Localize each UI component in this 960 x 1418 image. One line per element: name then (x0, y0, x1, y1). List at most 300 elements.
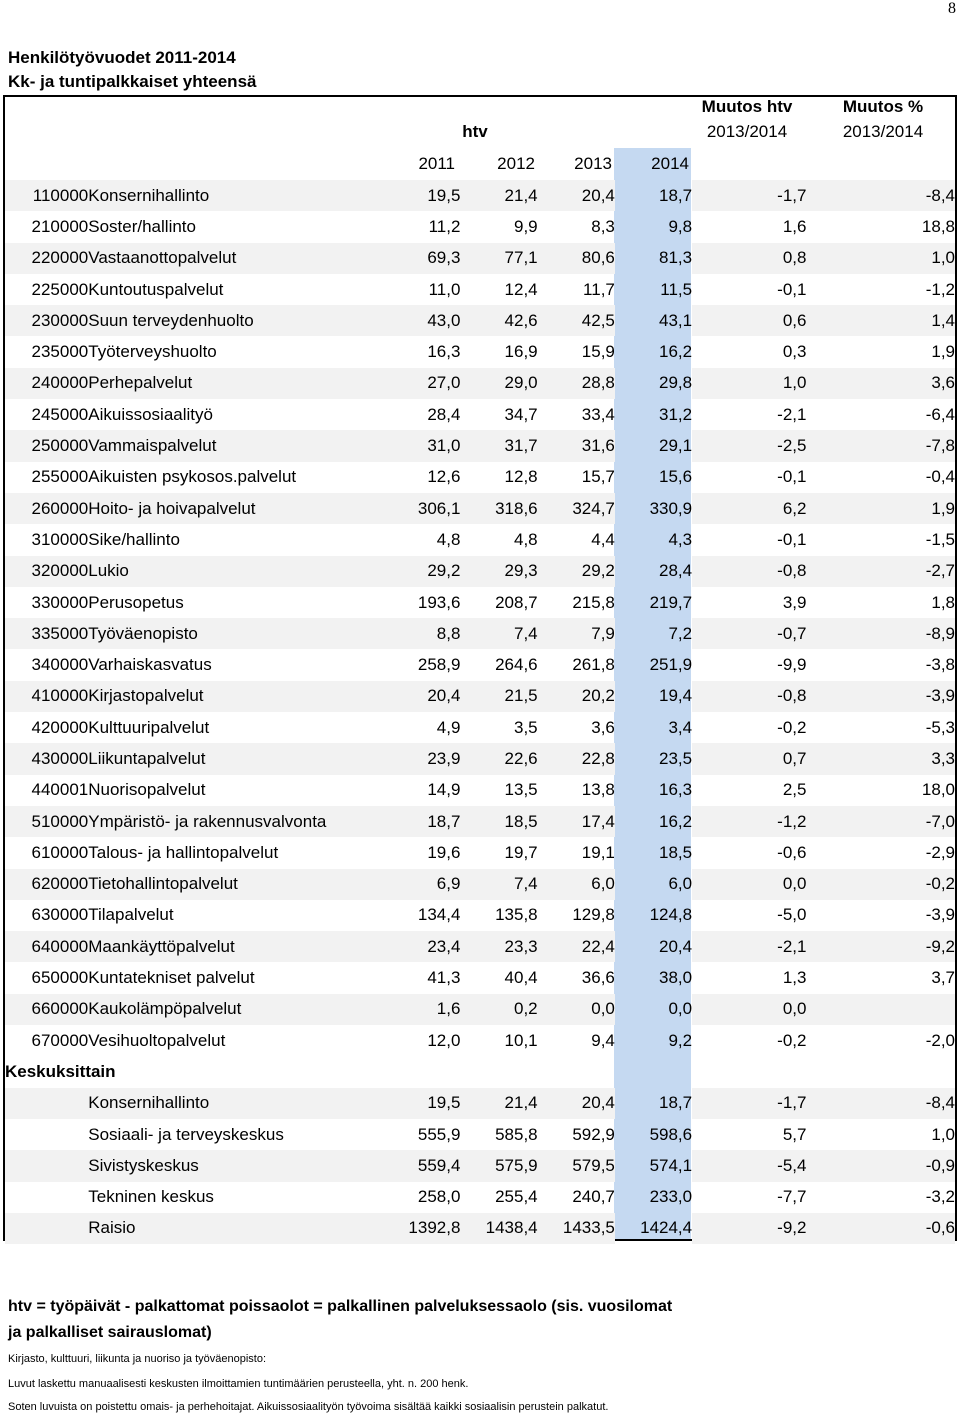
cell-2014: 11,5 (660, 279, 693, 299)
cell-2012: 13,5 (504, 780, 538, 800)
row-code: 610000 (31, 842, 89, 862)
row-name: Kuntatekniset palvelut (88, 968, 255, 988)
empty-cell (806, 1056, 955, 1087)
row-code: 620000 (5, 869, 88, 900)
cell-2011: 29,2 (407, 556, 460, 587)
cell-2011: 258,0 (417, 1187, 461, 1207)
row-name: Liikuntapalvelut (88, 743, 407, 774)
cell-2012: 16,9 (504, 342, 538, 362)
cell-change-pct: -0,9 (806, 1150, 955, 1181)
empty-cell (538, 1056, 615, 1087)
cell-2012: 318,6 (460, 493, 537, 524)
htv-definition-line-1: htv = työpäivät - palkattomat poissaolot = palkallinen palveluksessaolo (sis. vuosilomat (8, 1298, 673, 1315)
row-code: 410000 (5, 681, 88, 712)
cell-2013: 579,5 (538, 1150, 615, 1181)
table-row (5, 243, 955, 274)
cell-change-pct: -9,2 (806, 931, 955, 962)
cell-2013: 9,4 (591, 1030, 615, 1050)
row-code: 320000 (5, 556, 88, 587)
cell-2014: 81,3 (659, 248, 693, 268)
row-name: Vesihuoltopalvelut (88, 1030, 226, 1050)
cell-change-pct: -1,2 (925, 279, 955, 299)
cell-2014: 7,2 (668, 623, 693, 643)
cell-2012: 255,4 (495, 1187, 538, 1207)
cell-2013: 261,8 (572, 655, 615, 675)
cell-2014: 9,8 (668, 216, 693, 236)
table-row (5, 900, 955, 931)
cell-2012: 12,8 (504, 467, 538, 487)
row-code: 640000 (5, 931, 88, 962)
cell-change-htv: -9,2 (692, 1213, 806, 1244)
htv-definition-line-2: ja palkalliset sairauslomat) (8, 1324, 212, 1341)
empty-cell (692, 1056, 806, 1087)
row-code: 430000 (5, 743, 88, 774)
row-name: Tietohallintopalvelut (88, 869, 407, 900)
cell-2012: 40,4 (504, 968, 538, 988)
cell-2014: 18,7 (659, 185, 693, 205)
cell-change-pct: 1,8 (931, 592, 955, 612)
cell-2011: 11,0 (428, 279, 461, 299)
cell-2012: 7,4 (460, 618, 537, 649)
cell-2012: 34,7 (504, 404, 538, 424)
cell-2011: 20,4 (407, 681, 460, 712)
cell-change-htv: -0,7 (692, 618, 806, 649)
row-name: Konsernihallinto (88, 180, 407, 211)
row-code: 235000 (31, 342, 89, 362)
row-name: Perusopetus (88, 592, 184, 612)
cell-2011: 12,6 (427, 467, 461, 487)
row-name: Työväenopisto (88, 618, 407, 649)
table-row (5, 743, 955, 774)
table-row (5, 1182, 955, 1213)
row-name: Kirjastopalvelut (88, 681, 407, 712)
cell-change-htv: 1,0 (692, 368, 806, 399)
cell-2011: 555,9 (417, 1124, 461, 1144)
header-muutos-pct: Muutos % (842, 97, 924, 116)
cell-change-pct: -0,4 (925, 467, 955, 487)
cell-2013: 324,7 (538, 493, 615, 524)
row-code: 650000 (31, 968, 89, 988)
cell-change-pct: -7,0 (806, 806, 955, 837)
cell-2011: 1392,8 (407, 1213, 460, 1244)
row-code (5, 1119, 88, 1150)
cell-2012: 0,2 (460, 994, 537, 1025)
cell-change-htv: -0,1 (777, 467, 807, 487)
row-code (5, 1182, 88, 1213)
cell-change-htv: 3,9 (782, 592, 807, 612)
cell-2013: 28,8 (538, 368, 615, 399)
cell-2014: 9,2 (668, 1030, 693, 1050)
note-3: Soten luvuista on poistettu omais- ja perhehoitajat. Aikuissosiaalityön työvoima sisältää kaikki sosiaalisin perustein palkatut. (8, 1401, 609, 1413)
cell-2012: 19,7 (504, 842, 538, 862)
row-name: Varhaiskasvatus (88, 655, 212, 675)
cell-2011: 12,0 (427, 1030, 461, 1050)
cell-2014: 330,9 (649, 498, 693, 518)
row-name: Työterveyshuolto (88, 342, 217, 362)
cell-2013: 15,9 (581, 342, 615, 362)
row-name: Vammaispalvelut (88, 430, 407, 461)
cell-2012: 22,6 (460, 743, 537, 774)
cell-2012: 1438,4 (460, 1213, 537, 1244)
cell-2012: 18,5 (460, 806, 537, 837)
cell-2013: 11,7 (583, 279, 615, 299)
cell-2014: 251,9 (649, 655, 693, 675)
table-row (5, 493, 955, 524)
row-code: 250000 (5, 430, 88, 461)
cell-2012: 42,6 (460, 305, 537, 336)
cell-change-htv: -0,8 (692, 556, 806, 587)
cell-2011: 23,4 (407, 931, 460, 962)
cell-2011: 14,9 (427, 780, 461, 800)
page-number: 8 (948, 0, 956, 17)
cell-change-htv: -0,1 (777, 279, 807, 299)
table-row (5, 1088, 955, 1119)
cell-change-htv: -2,5 (692, 430, 806, 461)
table-row (5, 1213, 955, 1244)
row-name: Raisio (88, 1213, 407, 1244)
row-name: Aikuissosiaalityö (88, 404, 213, 424)
table-row (5, 1150, 955, 1181)
cell-2013: 13,8 (581, 780, 615, 800)
cell-2012: 23,3 (460, 931, 537, 962)
cell-change-htv: -1,2 (692, 806, 806, 837)
row-name: Nuorisopalvelut (88, 780, 206, 800)
cell-2011: 19,6 (427, 842, 461, 862)
cell-2011: 69,3 (407, 243, 460, 274)
cell-change-htv: 1,3 (782, 968, 807, 988)
row-name: Sosiaali- ja terveyskeskus (88, 1124, 284, 1144)
title-line-1: Henkilötyövuodet 2011-2014 (8, 48, 236, 67)
cell-2014: 16,2 (659, 342, 693, 362)
cell-2014: 18,5 (659, 842, 693, 862)
cell-change-htv: -5,4 (692, 1150, 806, 1181)
cell-2012: 208,7 (495, 592, 538, 612)
table-row (5, 587, 955, 618)
cell-change-htv: 0,0 (692, 994, 806, 1025)
cell-2012: 29,0 (460, 368, 537, 399)
cell-change-pct: -3,9 (925, 905, 955, 925)
cell-2011: 193,6 (417, 592, 461, 612)
cell-change-pct: -2,7 (806, 556, 955, 587)
cell-2011: 6,9 (407, 869, 460, 900)
cell-change-htv: -0,8 (692, 681, 806, 712)
cell-2014: 28,4 (659, 561, 693, 581)
cell-change-pct: -3,8 (925, 655, 955, 675)
cell-change-htv: -0,6 (777, 842, 807, 862)
row-name: Sivistyskeskus (88, 1150, 407, 1181)
row-code: 225000 (31, 279, 89, 299)
cell-2013: 17,4 (538, 806, 615, 837)
cell-2013: 129,8 (572, 905, 615, 925)
header-year-2011: 2011 (418, 154, 455, 173)
row-name: Perhepalvelut (88, 368, 407, 399)
cell-change-pct: -0,2 (806, 869, 955, 900)
row-name: Maankäyttöpalvelut (88, 931, 407, 962)
cell-2011: 8,8 (407, 618, 460, 649)
cell-change-htv: -9,9 (777, 655, 807, 675)
header-year-2012: 2012 (497, 154, 535, 173)
cell-2014: 19,4 (659, 686, 693, 706)
cell-change-pct: 1,4 (806, 305, 955, 336)
table-row (5, 305, 955, 336)
cell-2014: 15,6 (659, 467, 693, 487)
row-name: Vastaanottopalvelut (88, 243, 407, 274)
cell-2013: 22,8 (538, 743, 615, 774)
row-name: Lukio (88, 556, 407, 587)
table-row (5, 180, 955, 211)
row-name: Aikuisten psykosos.palvelut (88, 467, 297, 487)
row-code: 420000 (31, 717, 89, 737)
cell-change-htv: 0,8 (692, 243, 806, 274)
cell-2013: 3,6 (591, 717, 615, 737)
cell-change-pct: -0,6 (806, 1213, 955, 1244)
row-code: 330000 (31, 592, 89, 612)
table-row (5, 399, 955, 430)
table-body (5, 180, 955, 1244)
cell-change-htv: -1,7 (692, 1088, 806, 1119)
cell-2011: 11,2 (428, 216, 461, 236)
table-row (5, 681, 955, 712)
header-muutos-htv: Muutos htv (701, 97, 793, 116)
table-row (5, 837, 955, 868)
cell-2011: 18,7 (407, 806, 460, 837)
cell-2013: 20,4 (538, 1088, 615, 1119)
row-name: Tekninen keskus (88, 1187, 214, 1207)
cell-2014: 1424,4 (640, 1218, 693, 1238)
row-code: 230000 (5, 305, 88, 336)
htv-table (5, 180, 955, 1244)
cell-2012: 21,4 (460, 180, 537, 211)
cell-2014: 574,1 (649, 1155, 693, 1175)
cell-change-pct: 1,9 (931, 342, 955, 362)
cell-change-pct: -2,0 (925, 1030, 955, 1050)
table-row (5, 556, 955, 587)
row-code (5, 1213, 88, 1244)
cell-2014: 31,2 (659, 404, 693, 424)
table-row (5, 962, 955, 993)
row-name: Kulttuuripalvelut (88, 717, 210, 737)
cell-change-pct (806, 994, 955, 1025)
row-name: Talous- ja hallintopalvelut (88, 842, 279, 862)
cell-2012: 21,4 (460, 1088, 537, 1119)
table-row (5, 775, 955, 806)
section-row (5, 1056, 955, 1087)
cell-2012: 7,4 (460, 869, 537, 900)
row-code: 660000 (5, 994, 88, 1025)
table-row (5, 712, 955, 743)
cell-change-pct: -5,3 (925, 717, 955, 737)
row-code: 110000 (5, 180, 88, 211)
cell-change-htv: -5,0 (777, 905, 807, 925)
cell-2011: 1,6 (407, 994, 460, 1025)
note-1: Kirjasto, kulttuuri, liikunta ja nuoriso ja työväenopisto: (8, 1353, 267, 1365)
row-code (5, 1150, 88, 1181)
cell-change-htv: -7,7 (777, 1187, 807, 1207)
cell-2014: 233,0 (649, 1187, 693, 1207)
cell-2013: 31,6 (538, 430, 615, 461)
row-code: 440001 (31, 780, 89, 800)
cell-2014: 38,0 (659, 968, 693, 988)
row-name: Konsernihallinto (88, 1088, 407, 1119)
row-name: Ympäristö- ja rakennusvalvonta (88, 806, 407, 837)
cell-change-htv: 2,5 (782, 780, 807, 800)
table-row (5, 336, 955, 367)
cell-2013: 15,7 (581, 467, 615, 487)
cell-change-pct: 18,0 (921, 780, 955, 800)
table-row (5, 931, 955, 962)
cell-2013: 33,4 (581, 404, 615, 424)
cell-2012: 9,9 (514, 216, 538, 236)
table-row (5, 649, 955, 680)
row-name: Kuntoutuspalvelut (88, 279, 224, 299)
empty-cell (407, 1056, 460, 1087)
title-line-2: Kk- ja tuntipalkkaiset yhteensä (8, 72, 257, 91)
cell-change-pct: -7,8 (806, 430, 955, 461)
header-year-2013: 2013 (574, 154, 612, 173)
cell-2013: 0,0 (538, 994, 615, 1025)
row-code: 240000 (5, 368, 88, 399)
table-row (5, 994, 955, 1025)
cell-2012: 3,5 (514, 717, 538, 737)
table-row (5, 1119, 955, 1150)
cell-change-pct: -8,9 (806, 618, 955, 649)
row-code (5, 1088, 88, 1119)
cell-change-pct: 1,0 (931, 1124, 955, 1144)
cell-2011: 43,0 (407, 305, 460, 336)
cell-change-htv: 0,0 (692, 869, 806, 900)
row-code: 670000 (31, 1030, 89, 1050)
cell-change-htv: -2,1 (692, 931, 806, 962)
header-year-2014: 2014 (651, 154, 689, 173)
cell-2013: 36,6 (581, 968, 615, 988)
cell-2014: 23,5 (659, 748, 693, 768)
cell-change-pct: -3,2 (925, 1187, 955, 1207)
cell-2014: 16,3 (659, 780, 693, 800)
cell-change-htv: -1,7 (692, 180, 806, 211)
header-htv: htv (462, 122, 488, 141)
cell-2013: 80,6 (538, 243, 615, 274)
cell-change-htv: -0,2 (777, 1030, 807, 1050)
cell-change-pct: -6,4 (925, 404, 955, 424)
cell-2014: 598,6 (649, 1124, 693, 1144)
row-code: 245000 (31, 404, 89, 424)
cell-2014: 29,1 (659, 436, 693, 456)
cell-2013: 29,2 (538, 556, 615, 587)
cell-2013: 4,4 (591, 529, 615, 549)
cell-2014: 16,2 (659, 811, 693, 831)
cell-2014: 6,0 (668, 874, 693, 894)
cell-2011: 23,9 (407, 743, 460, 774)
row-code: 210000 (31, 216, 89, 236)
cell-2013: 22,4 (538, 931, 615, 962)
cell-change-htv: -0,2 (777, 717, 807, 737)
cell-2012: 585,8 (495, 1124, 538, 1144)
row-name: Suun terveydenhuolto (88, 305, 407, 336)
cell-change-pct: -1,5 (925, 529, 955, 549)
cell-2014: 3,4 (668, 717, 693, 737)
cell-2013: 592,9 (572, 1124, 615, 1144)
cell-change-pct: 3,3 (806, 743, 955, 774)
row-code: 335000 (5, 618, 88, 649)
cell-2012: 21,5 (460, 681, 537, 712)
cell-change-htv: 5,7 (782, 1124, 807, 1144)
row-code: 340000 (31, 655, 89, 675)
header-muutos-htv-period: 2013/2014 (706, 122, 788, 141)
cell-2011: 16,3 (427, 342, 461, 362)
cell-2013: 240,7 (572, 1187, 615, 1207)
cell-2013: 6,0 (538, 869, 615, 900)
cell-2011: 27,0 (407, 368, 460, 399)
row-name: Hoito- ja hoivapalvelut (88, 493, 407, 524)
table-row (5, 368, 955, 399)
cell-2012: 77,1 (460, 243, 537, 274)
cell-2013: 20,2 (538, 681, 615, 712)
cell-2011: 134,4 (417, 905, 461, 925)
cell-2011: 28,4 (427, 404, 461, 424)
cell-2011: 559,4 (407, 1150, 460, 1181)
empty-cell (615, 1056, 692, 1087)
cell-change-pct: 3,7 (931, 968, 955, 988)
row-code: 260000 (5, 493, 88, 524)
row-code: 220000 (5, 243, 88, 274)
cell-2012: 264,6 (495, 655, 538, 675)
header-muutos-pct-period: 2013/2014 (842, 122, 924, 141)
cell-change-htv: 0,7 (692, 743, 806, 774)
cell-change-pct: -2,9 (925, 842, 955, 862)
section-label: Keskuksittain (5, 1061, 116, 1081)
table-row (5, 524, 955, 555)
cell-2012: 575,9 (460, 1150, 537, 1181)
cell-2013: 8,3 (591, 216, 615, 236)
row-code: 255000 (31, 467, 89, 487)
cell-2014: 4,3 (668, 529, 693, 549)
cell-2011: 19,5 (407, 180, 460, 211)
cell-2011: 19,5 (407, 1088, 460, 1119)
cell-2013: 215,8 (572, 592, 615, 612)
cell-2011: 31,0 (407, 430, 460, 461)
cell-2014: 219,7 (649, 592, 693, 612)
cell-change-htv: 0,6 (692, 305, 806, 336)
cell-2014: 0,0 (668, 999, 693, 1019)
cell-2011: 41,3 (427, 968, 461, 988)
cell-2013: 19,1 (581, 842, 615, 862)
cell-change-pct: -8,4 (806, 180, 955, 211)
cell-2014: 43,1 (659, 310, 693, 330)
htv-definition (8, 1294, 768, 1346)
table-row (5, 274, 955, 305)
note-2: Luvut laskettu manuaalisesti keskusten ilmoittamien tuntimäärien perusteella, yht. n. 200 henk. (8, 1378, 469, 1390)
cell-2011: 306,1 (407, 493, 460, 524)
table-row (5, 869, 955, 900)
cell-2011: 258,9 (417, 655, 461, 675)
table-row (5, 430, 955, 461)
cell-change-htv: -0,1 (777, 529, 807, 549)
cell-2014: 20,4 (659, 936, 693, 956)
cell-2012: 31,7 (460, 430, 537, 461)
cell-2013: 42,5 (538, 305, 615, 336)
cell-2014: 124,8 (649, 905, 693, 925)
row-name: Soster/hallinto (88, 216, 196, 236)
cell-change-htv: 0,3 (782, 342, 807, 362)
cell-change-pct: 18,8 (921, 216, 955, 236)
row-code: 630000 (31, 905, 89, 925)
cell-2012: 4,8 (514, 529, 538, 549)
cell-change-htv: 6,2 (692, 493, 806, 524)
cell-2012: 29,3 (460, 556, 537, 587)
table-row (5, 462, 955, 493)
empty-cell (460, 1056, 537, 1087)
cell-2014: 29,8 (659, 373, 693, 393)
